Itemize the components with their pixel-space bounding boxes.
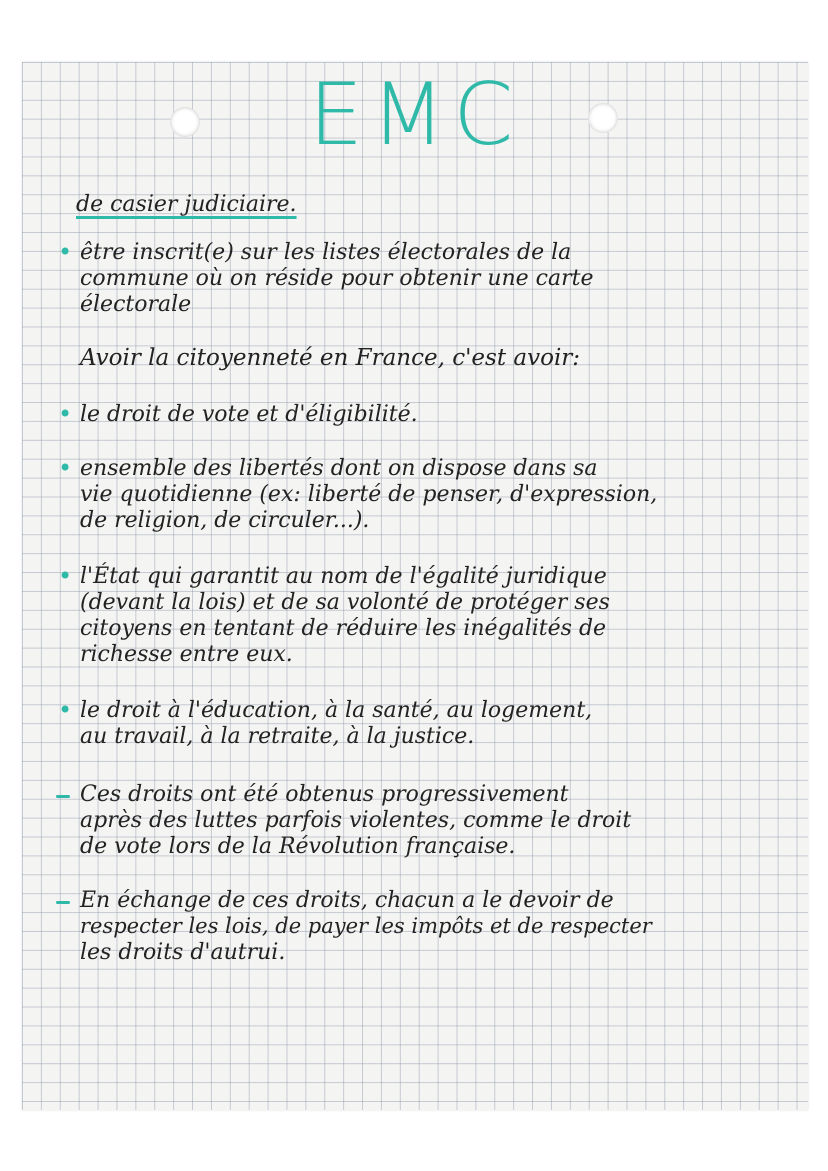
bullet-dot: •	[58, 238, 73, 266]
text-line: ensemble des libertés dont on dispose dans sa	[80, 456, 598, 481]
dash-marker	[56, 901, 70, 904]
bullet-dot: •	[58, 400, 73, 428]
text-line: électorale	[80, 292, 192, 317]
text-line: les droits d'autrui.	[80, 940, 286, 965]
text-line: richesse entre eux.	[80, 642, 293, 667]
text-line: vie quotidienne (ex: liberté de penser, d'expression,	[80, 482, 658, 507]
section-heading: Avoir la citoyenneté en France, c'est avoir:	[80, 345, 581, 371]
notebook-page	[22, 62, 808, 1110]
text-line: commune où on réside pour obtenir une carte	[80, 266, 594, 291]
text-line: l'État qui garantit au nom de l'égalité juridique	[80, 564, 607, 589]
text-line: respecter les lois, de payer les impôts et de respecter	[80, 914, 652, 938]
text-line: le droit à l'éducation, à la santé, au logement,	[80, 698, 593, 723]
dash-marker	[56, 795, 70, 798]
text-line-segment: de casier judiciaire.	[76, 192, 297, 217]
bullet-dot: •	[58, 562, 73, 590]
text-line: être inscrit(e) sur les listes électorales de la	[80, 240, 572, 265]
text-line: le droit de vote et d'éligibilité.	[80, 402, 418, 427]
bullet-dot: •	[58, 696, 73, 724]
text-line: En échange de ces droits, chacun a le devoir de	[80, 888, 614, 913]
text-line: Ces droits ont été obtenus progressivement	[80, 782, 569, 807]
text-line: (devant la lois) et de sa volonté de protéger ses	[80, 590, 610, 615]
text-line: de vote lors de la Révolution française.	[80, 834, 516, 859]
text-line: citoyens en tentant de réduire les inégalités de	[80, 616, 607, 641]
bullet-dot: •	[58, 454, 73, 482]
text-line: après des luttes parfois violentes, comme le droit	[80, 808, 632, 833]
text-line	[76, 194, 297, 216]
page-title: EMC	[308, 65, 522, 165]
text-line: de religion, de circuler...).	[80, 508, 370, 533]
text-line: au travail, à la retraite, à la justice.	[80, 724, 475, 749]
